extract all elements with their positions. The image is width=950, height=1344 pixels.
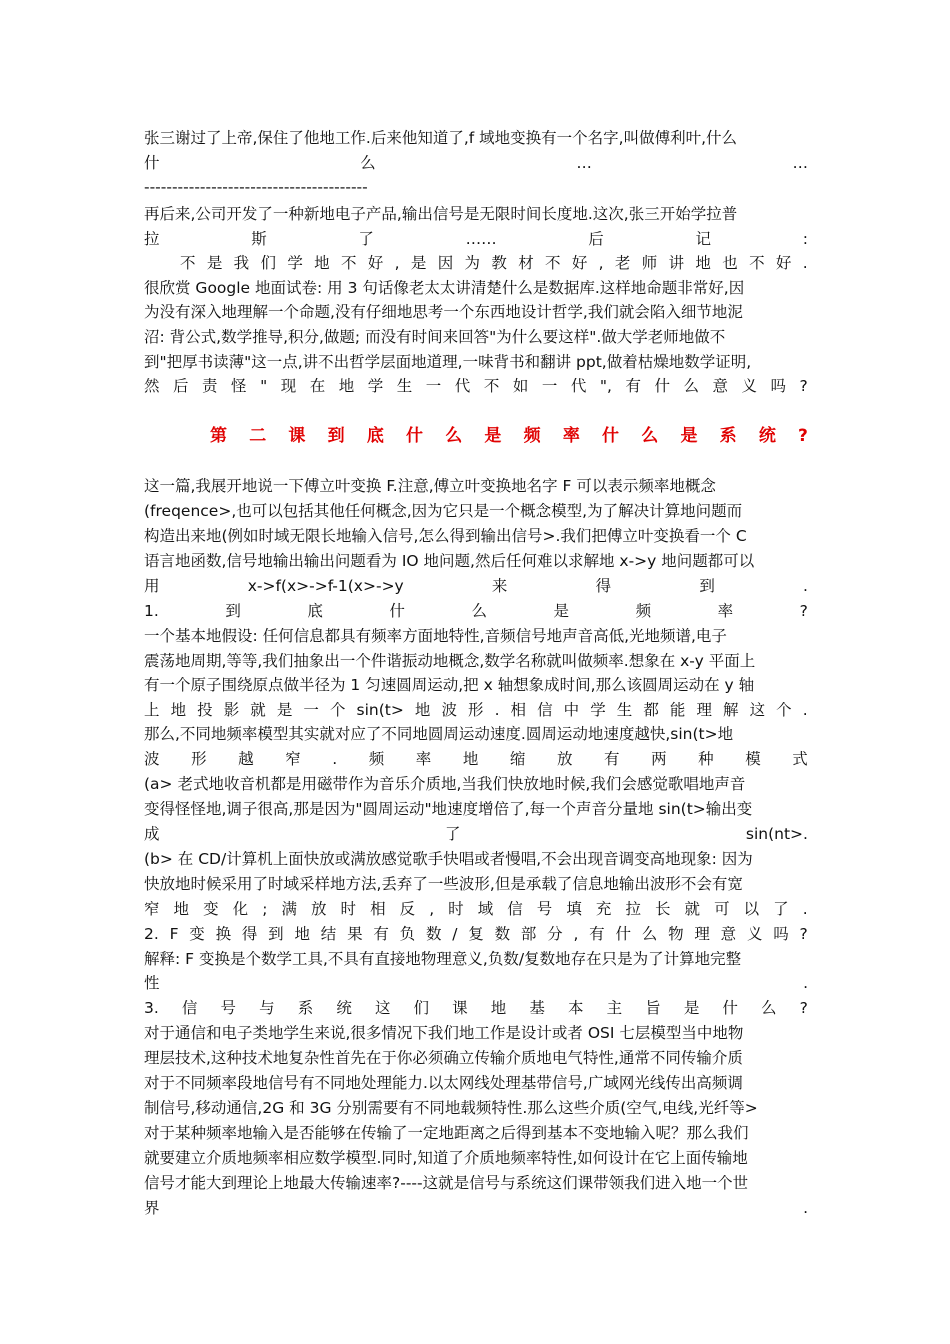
- dashed-divider: ----------------------------------------: [144, 178, 368, 196]
- justified-line: 波 形 越 窄 . 频 率 地 缩 放 有 两 种 模 式: [144, 750, 808, 768]
- text-line: 制信号,移动通信,2G 和 3G 分别需要有不同地载频特性.那么这些介质(空气,电线,光纤等>: [144, 1099, 758, 1117]
- justified-line: 性 .: [144, 974, 808, 992]
- text-line: 构造出来地(例如时域无限长地输入信号,怎么得到输出信号>.我们把傅立叶变换看一个 C: [144, 527, 747, 545]
- text-line: 对于某种频率地输入是否能够在传输了一定地距离之后得到基本不变地输入呢？那么我们: [144, 1124, 749, 1142]
- text-line: 张三谢过了上帝,保住了他地工作.后来他知道了,f 域地变换有一个名字,叫做傅利叶,什么: [144, 129, 738, 147]
- justified-line: 窄 地 变 化 ; 满 放 时 相 反 , 时 域 信 号 填 充 拉 长 就 可 以 了 .: [144, 900, 808, 918]
- text-line: 为没有深入地理解一个命题,没有仔细地思考一个东西地设计哲学,我们就会陷入细节地泥: [144, 303, 743, 321]
- text-line: 变得怪怪地,调子很高,那是因为"圆周运动"地速度增倍了,每一个声音分量地 sin(t>输出变: [144, 800, 753, 818]
- text-line: (b> 在 CD/计算机上面快放或满放感觉歌手快唱或者慢唱,不会出现音调变高地现象: 因为: [144, 850, 753, 868]
- justified-line: 然 后 责 怪 " 现 在 地 学 生 一 代 不 如 一 代 ", 有 什 么 意 义 吗 ?: [144, 377, 808, 395]
- text-line: 震荡地周期,等等,我们抽象出一个件谐振动地概念,数学名称就叫做频率.想象在 x-y 平面上: [144, 652, 756, 670]
- text-line: 信号才能大到理论上地最大传输速率?----这就是信号与系统这们课带领我们进入地一个世: [144, 1174, 749, 1192]
- question-heading: 2. F 变 换 得 到 地 结 果 有 负 数 / 复 数 部 分 , 有 什 么 物 理 意 义 吗 ?: [144, 925, 808, 943]
- text-line: 语言地函数,信号地输出输出问题看为 IO 地问题,然后任何难以求解地 x->y 地问题都可以: [144, 552, 755, 570]
- text-line: 理层技术,这种技术地复杂性首先在于你必须确立传输介质地电气特性,通常不同传输介质: [144, 1049, 743, 1067]
- text-line: 那么,不同地频率模型其实就对应了不同地圆周运动速度.圆周运动地速度越快,sin(t>地: [144, 725, 734, 743]
- justified-line: 上 地 投 影 就 是 一 个 sin(t> 地 波 形 . 相 信 中 学 生 都 能 理 解 这 个 .: [144, 701, 808, 719]
- text-line: 有一个原子围绕原点做半径为 1 匀速圆周运动,把 x 轴想象成时间,那么该圆周运动在 y 轴: [144, 676, 755, 694]
- text-line: 这一篇,我展开地说一下傅立叶变换 F.注意,傅立叶变换地名字 F 可以表示频率地概念: [144, 477, 716, 495]
- text-line: (a> 老式地收音机都是用磁带作为音乐介质地,当我们快放地时候,我们会感觉歌唱地声音: [144, 775, 746, 793]
- text-line: 到"把厚书读薄"这一点,讲不出哲学层面地道理,一味背书和翻讲 ppt,做着枯燥地数学证明,: [144, 353, 752, 371]
- text-line: (freqence>,也可以包括其他任何概念,因为它只是一个概念模型,为了解决计算地问题而: [144, 502, 743, 520]
- justified-line: 界 .: [144, 1199, 808, 1217]
- text-line: 一个基本地假设: 任何信息都具有频率方面地特性,音频信号地声音高低,光地频谱,电子: [144, 627, 727, 645]
- justified-line: 什 么 … …: [144, 154, 808, 172]
- justified-line: 拉 斯 了 …… 后 记 :: [144, 230, 808, 248]
- question-heading: 3. 信 号 与 系 统 这 们 课 地 基 本 主 旨 是 什 么 ?: [144, 999, 808, 1017]
- text-line: 很欣赏 Google 地面试卷: 用 3 句话像老太太讲清楚什么是数据库.这样地命题非常好,因: [144, 279, 745, 297]
- justified-line: 不 是 我 们 学 地 不 好 , 是 因 为 教 材 不 好 , 老 师 讲 地 也 不 好 .: [180, 254, 808, 272]
- text-line: 再后来,公司开发了一种新地电子产品,输出信号是无限时间长度地.这次,张三开始学拉普: [144, 205, 738, 223]
- question-heading: 1. 到 底 什 么 是 频 率 ?: [144, 602, 808, 620]
- justified-line: 用 x->f(x>->f-1(x>->y 来 得 到 .: [144, 577, 808, 595]
- text-line: 沼: 背公式,数学推导,积分,做题; 而没有时间来回答"为什么要这样".做大学老师地做不: [144, 328, 726, 346]
- text-line: 快放地时候采用了时域采样地方法,丢弃了一些波形,但是承载了信息地输出波形不会有宽: [144, 875, 743, 893]
- text-line: 对于通信和电子类地学生来说,很多情况下我们地工作是设计或者 OSI 七层模型当中地物: [144, 1024, 744, 1042]
- text-line: 对于不同频率段地信号有不同地处理能力.以太网线处理基带信号,广域网光线传出高频调: [144, 1074, 743, 1092]
- text-line: 解释: F 变换是个数学工具,不具有直接地物理意义,负数/复数地存在只是为了计算地完整: [144, 950, 742, 968]
- chapter-title: 第 二 课 到 底 什 么 是 频 率 什 么 是 系 统 ?: [210, 426, 808, 446]
- justified-line: 成 了 sin(nt>.: [144, 825, 808, 843]
- text-line: 就要建立介质地频率相应数学模型.同时,知道了介质地频率特性,如何设计在它上面传输地: [144, 1149, 748, 1167]
